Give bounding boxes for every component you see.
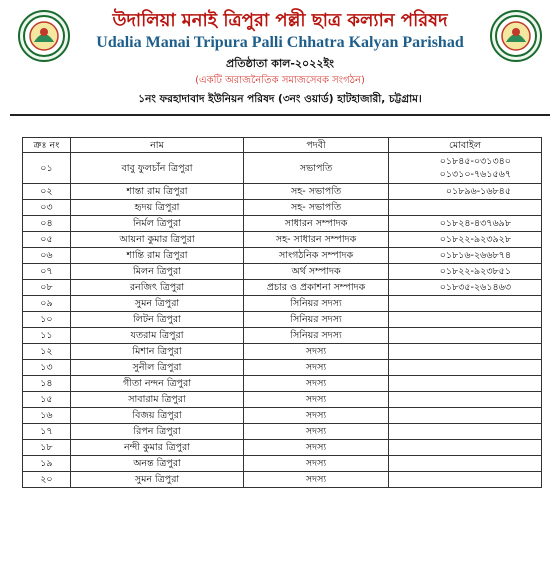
- column-header-name: নাম: [70, 138, 243, 153]
- table-header-row: [23, 138, 542, 153]
- post-cell: সদস্য: [244, 424, 389, 440]
- serial-cell: ১০: [23, 312, 71, 328]
- post-cell: সদস্য: [244, 472, 389, 488]
- column-header-serial: ক্রঃ নং: [23, 138, 71, 153]
- mobile-cell: [388, 232, 541, 248]
- header-divider: [10, 114, 550, 116]
- name-cell: সুমন ত্রিপুরা: [70, 472, 243, 488]
- mobile-number-secondary: ০১৩১০-৭৬১৫৬৭: [439, 169, 511, 180]
- name-cell: মিলন ত্রিপুরা: [70, 264, 243, 280]
- mobile-cell: [388, 184, 541, 200]
- serial-cell: ০৪: [23, 216, 71, 232]
- name-cell: সুনীল ত্রিপুরা: [70, 360, 243, 376]
- post-cell: সদস্য: [244, 360, 389, 376]
- serial-cell: ১৭: [23, 424, 71, 440]
- mobile-cell: [388, 376, 541, 392]
- serial-cell: ১৬: [23, 408, 71, 424]
- post-cell: সিনিয়র সদস্য: [244, 312, 389, 328]
- name-cell: বাবু ফুলচাঁন ত্রিপুরা: [70, 153, 243, 184]
- table-row: [23, 456, 542, 472]
- name-cell: শান্তা রাম ত্রিপুরা: [70, 184, 243, 200]
- name-cell: হৃদয় ত্রিপুরা: [70, 200, 243, 216]
- mobile-cell: [388, 216, 541, 232]
- mobile-cell: [388, 456, 541, 472]
- post-cell: অর্থ সম্পাদক: [244, 264, 389, 280]
- organization-title-bangla: উদালিয়া মনাই ত্রিপুরা পল্লী ছাত্র কল্যান পরিষদ: [112, 10, 448, 31]
- serial-cell: ০৭: [23, 264, 71, 280]
- mobile-cell: [388, 280, 541, 296]
- mobile-number: ০১৮২২-৯২৩৮৫১: [439, 266, 511, 277]
- table-row: [23, 184, 542, 200]
- column-header-mobile: মোবাইল: [388, 138, 541, 153]
- table-row: [23, 280, 542, 296]
- name-cell: লিটন ত্রিপুরা: [70, 312, 243, 328]
- organization-seal-icon: [490, 10, 542, 62]
- table-row: [23, 248, 542, 264]
- name-cell: সুমন ত্রিপুরা: [70, 296, 243, 312]
- mobile-cell: [388, 312, 541, 328]
- name-cell: সাবারাম ত্রিপুরা: [70, 392, 243, 408]
- mobile-cell: [388, 344, 541, 360]
- serial-cell: ১১: [23, 328, 71, 344]
- mobile-cell: [388, 440, 541, 456]
- table-row: [23, 376, 542, 392]
- serial-cell: ১৫: [23, 392, 71, 408]
- table-row: [23, 344, 542, 360]
- serial-cell: ১৪: [23, 376, 71, 392]
- name-cell: অনন্ত ত্রিপুরা: [70, 456, 243, 472]
- post-cell: সাংগঠনিক সম্পাদক: [244, 248, 389, 264]
- post-cell: সাধারন সম্পাদক: [244, 216, 389, 232]
- mobile-cell: [388, 248, 541, 264]
- serial-cell: ১৩: [23, 360, 71, 376]
- mobile-cell: [388, 200, 541, 216]
- post-cell: সদস্য: [244, 376, 389, 392]
- name-cell: বিজয় ত্রিপুরা: [70, 408, 243, 424]
- serial-cell: ১৯: [23, 456, 71, 472]
- mobile-number: ০১৮৩৫-২৬১৪৬৩: [439, 282, 511, 293]
- serial-cell: ০৬: [23, 248, 71, 264]
- organization-subtitle: (একটি অরাজনৈতিক সমাজসেবক সংগঠন): [195, 75, 365, 86]
- mobile-cell: [388, 360, 541, 376]
- post-cell: সদস্য: [244, 392, 389, 408]
- post-cell: সদস্য: [244, 440, 389, 456]
- table-row: [23, 296, 542, 312]
- serial-cell: ০৫: [23, 232, 71, 248]
- mobile-cell: [388, 392, 541, 408]
- post-cell: সিনিয়র সদস্য: [244, 328, 389, 344]
- name-cell: রনজিৎ ত্রিপুরা: [70, 280, 243, 296]
- serial-cell: ০৮: [23, 280, 71, 296]
- member-table: [22, 137, 542, 488]
- mobile-number: ০১৮১৬-২৬৬৮৭৪: [439, 250, 511, 261]
- table-row: [23, 328, 542, 344]
- table-row: [23, 392, 542, 408]
- table-row: [23, 424, 542, 440]
- post-cell: সিনিয়র সদস্য: [244, 296, 389, 312]
- document-header: [0, 0, 560, 122]
- organization-address: ১নং ফরহাদাবাদ ইউনিয়ন পরিষদ (৩নং ওয়ার্ড) হাটহাজারী, চট্টগ্রাম।: [138, 93, 422, 105]
- mobile-number: ০১৮৯৬-১৬৮৪৫: [445, 186, 511, 197]
- mobile-cell: [388, 264, 541, 280]
- name-cell: মিশান ত্রিপুরা: [70, 344, 243, 360]
- name-cell: যতরাম ত্রিপুরা: [70, 328, 243, 344]
- mobile-cell: [388, 472, 541, 488]
- table-row: [23, 200, 542, 216]
- mobile-cell: [388, 153, 541, 184]
- name-cell: নন্দী কুমার ত্রিপুরা: [70, 440, 243, 456]
- post-cell: প্রচার ও প্রকাশনা সম্পাদক: [244, 280, 389, 296]
- organization-title-english: Udalia Manai Tripura Palli Chhatra Kalyan Parishad: [96, 34, 464, 51]
- mobile-cell: [388, 408, 541, 424]
- mobile-number: ০১৮২২-৯২৩৯২৮: [439, 234, 511, 245]
- serial-cell: ১২: [23, 344, 71, 360]
- post-cell: সভাপতি: [244, 153, 389, 184]
- table-row: [23, 264, 542, 280]
- mobile-number: ০১৮৪৫-০৩১৩৪০: [439, 156, 511, 167]
- column-header-post: পদবী: [244, 138, 389, 153]
- mobile-cell: [388, 424, 541, 440]
- name-cell: আয়না কুমার ত্রিপুরা: [70, 232, 243, 248]
- table-row: [23, 408, 542, 424]
- table-row: [23, 153, 542, 184]
- post-cell: সদস্য: [244, 456, 389, 472]
- table-row: [23, 440, 542, 456]
- table-row: [23, 312, 542, 328]
- organization-seal-icon: [18, 10, 70, 62]
- name-cell: শান্তি রাম ত্রিপুরা: [70, 248, 243, 264]
- post-cell: সহ- সভাপতি: [244, 200, 389, 216]
- post-cell: সদস্য: [244, 408, 389, 424]
- post-cell: সহ- সাধারন সম্পাদক: [244, 232, 389, 248]
- table-row: [23, 216, 542, 232]
- mobile-number: ০১৮২৪-৪৩৭৬৯৮: [439, 218, 511, 229]
- name-cell: রিপন ত্রিপুরা: [70, 424, 243, 440]
- table-row: [23, 472, 542, 488]
- serial-cell: ০৩: [23, 200, 71, 216]
- serial-cell: ০১: [23, 153, 71, 184]
- serial-cell: ২০: [23, 472, 71, 488]
- table-row: [23, 232, 542, 248]
- serial-cell: ০৯: [23, 296, 71, 312]
- serial-cell: ১৮: [23, 440, 71, 456]
- mobile-cell: [388, 328, 541, 344]
- serial-cell: ০২: [23, 184, 71, 200]
- table-row: [23, 360, 542, 376]
- name-cell: গীতা নন্দন ত্রিপুরা: [70, 376, 243, 392]
- post-cell: সদস্য: [244, 344, 389, 360]
- founded-year: প্রতিষ্ঠাতা কাল-২০২২ইং: [226, 57, 334, 70]
- post-cell: সহ- সভাপতি: [244, 184, 389, 200]
- mobile-cell: [388, 296, 541, 312]
- name-cell: নির্মল ত্রিপুরা: [70, 216, 243, 232]
